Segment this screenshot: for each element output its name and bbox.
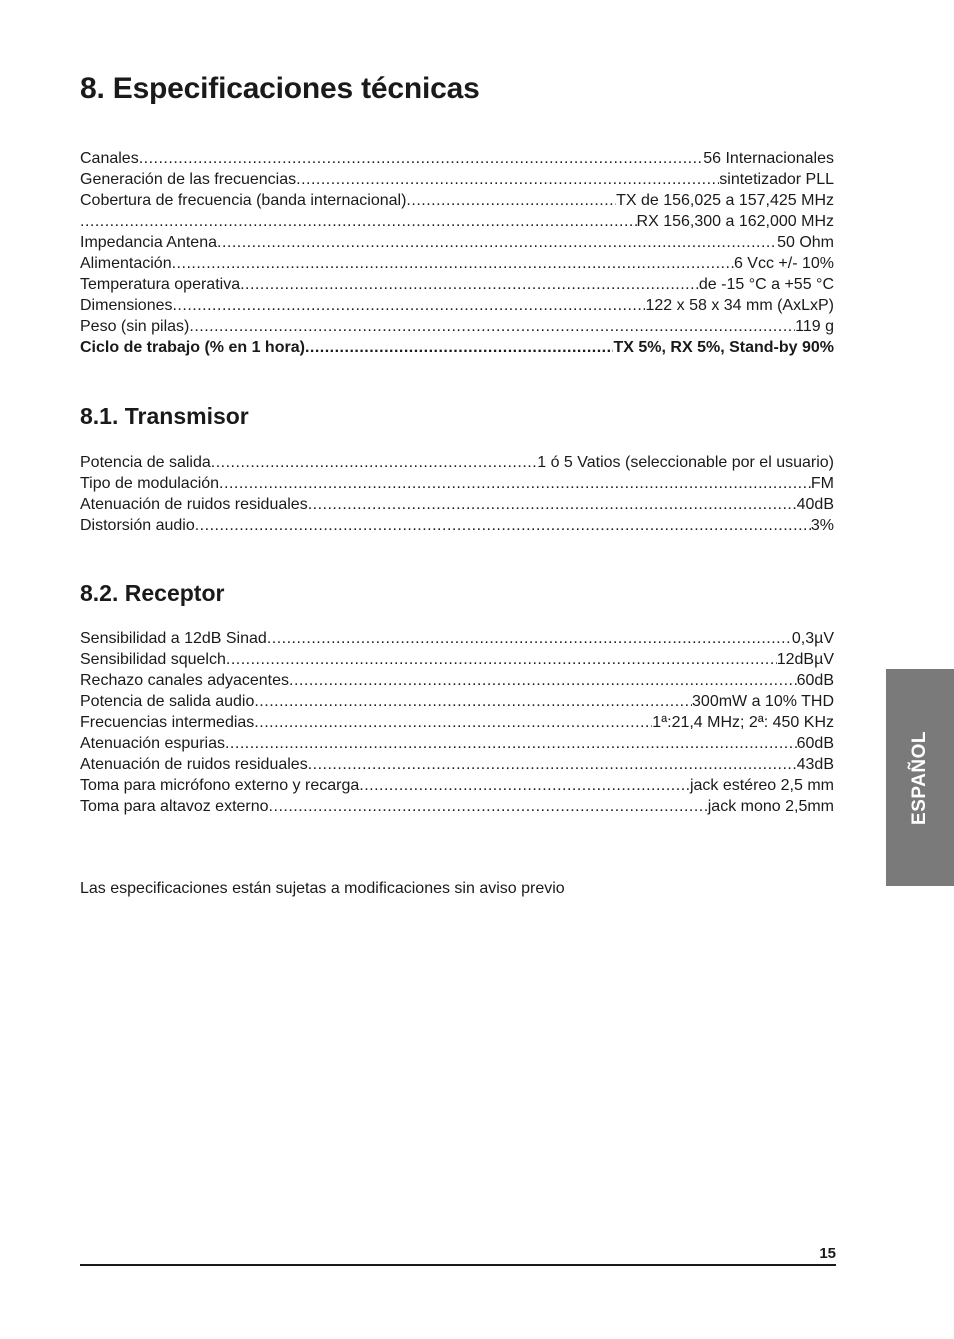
spec-label: Temperatura operativa	[80, 276, 241, 293]
dot-leader	[80, 211, 637, 232]
language-tab-label: ESPAÑOL	[909, 730, 930, 825]
dot-leader	[226, 649, 777, 670]
spec-row	[80, 232, 834, 253]
spec-label: Rechazo canales adyacentes	[80, 672, 290, 689]
receiver-section-title: 8.2. Receptor	[80, 580, 225, 606]
spec-row	[80, 473, 834, 494]
dot-leader	[172, 295, 645, 316]
dot-leader	[289, 670, 797, 691]
language-tab	[886, 669, 954, 886]
spec-value: 0,3µV	[791, 630, 834, 647]
spec-value: TX de 156,025 a 157,425 MHz	[616, 192, 834, 209]
spec-label: Tipo de modulación	[80, 475, 220, 492]
spec-row	[80, 494, 834, 515]
spec-label: Alimentación	[80, 255, 172, 272]
dot-leader	[296, 169, 719, 190]
spec-value: jack mono 2,5mm	[707, 798, 834, 815]
spec-row	[80, 691, 834, 712]
spec-label: Frecuencias intermedias	[80, 714, 255, 731]
dot-leader	[267, 628, 792, 649]
spec-label: Atenuación de ruidos residuales	[80, 496, 308, 513]
spec-row	[80, 712, 834, 733]
spec-value: 50 Ohm	[777, 234, 834, 251]
spec-label: Cobertura de frecuencia (banda internacional)	[80, 192, 407, 209]
spec-row	[80, 190, 834, 211]
dot-leader	[269, 796, 708, 817]
page-title: 8. Especificaciones técnicas	[80, 72, 480, 105]
spec-label: Peso (sin pilas)	[80, 318, 190, 335]
dot-leader	[254, 712, 652, 733]
spec-value: 3%	[810, 517, 834, 534]
spec-value: 6 Vcc +/- 10%	[733, 255, 834, 272]
general-specs-list	[80, 148, 834, 358]
dot-leader	[359, 775, 690, 796]
spec-row	[80, 649, 834, 670]
spec-value: sintetizador PLL	[719, 171, 834, 188]
dot-leader	[240, 274, 699, 295]
spec-row	[80, 211, 834, 232]
spec-row	[80, 796, 834, 817]
dot-leader	[217, 232, 777, 253]
spec-value: 1 ó 5 Vatios (seleccionable por el usuario)	[537, 454, 834, 471]
spec-label: Atenuación de ruidos residuales	[80, 756, 308, 773]
spec-row	[80, 274, 834, 295]
spec-label: Dimensiones	[80, 297, 173, 314]
dot-leader	[172, 253, 734, 274]
spec-label: Generación de las frecuencias	[80, 171, 297, 188]
spec-label: Atenuación espurias	[80, 735, 225, 752]
spec-row	[80, 628, 834, 649]
spec-value: 119 g	[795, 318, 834, 335]
spec-value: 40dB	[796, 496, 834, 513]
spec-row	[80, 775, 834, 796]
spec-value: 1ª:21,4 MHz; 2ª: 450 KHz	[652, 714, 834, 731]
dot-leader	[406, 190, 616, 211]
spec-label: Potencia de salida audio	[80, 693, 255, 710]
spec-row	[80, 515, 834, 536]
spec-value: jack estéreo 2,5 mm	[689, 777, 834, 794]
spec-label: Sensibilidad a 12dB Sinad	[80, 630, 267, 647]
spec-row	[80, 316, 834, 337]
spec-label: Sensibilidad squelch	[80, 651, 226, 668]
dot-leader	[189, 316, 795, 337]
spec-row	[80, 148, 834, 169]
spec-value: 56 Internacionales	[703, 150, 834, 167]
dot-leader	[195, 515, 811, 536]
spec-value: TX 5%, RX 5%, Stand-by 90%	[613, 339, 834, 356]
spec-value: 122 x 58 x 34 mm (AxLxP)	[645, 297, 834, 314]
transmitter-specs-list	[80, 452, 834, 536]
spec-value: 60dB	[796, 672, 834, 689]
spec-value: 43dB	[796, 756, 834, 773]
page-number: 15	[819, 1245, 836, 1262]
spec-row	[80, 253, 834, 274]
spec-value: 300mW a 10% THD	[692, 693, 834, 710]
dot-leader	[225, 733, 797, 754]
spec-row	[80, 733, 834, 754]
spec-row	[80, 670, 834, 691]
spec-label: Ciclo de trabajo (% en 1 hora)	[80, 339, 305, 356]
dot-leader	[139, 148, 704, 169]
spec-row	[80, 295, 834, 316]
dot-leader	[305, 337, 614, 358]
spec-row	[80, 169, 834, 190]
spec-value: 60dB	[796, 735, 834, 752]
transmitter-section-title: 8.1. Transmisor	[80, 403, 249, 429]
receiver-specs-list	[80, 628, 834, 817]
dot-leader	[308, 494, 797, 515]
spec-label: Canales	[80, 150, 139, 167]
footer-rule	[80, 1264, 836, 1266]
spec-row	[80, 452, 834, 473]
spec-value: FM	[810, 475, 834, 492]
spec-label: Toma para micrófono externo y recarga	[80, 777, 360, 794]
spec-label: Toma para altavoz externo	[80, 798, 269, 815]
spec-value: 12dBµV	[776, 651, 834, 668]
spec-row	[80, 337, 834, 358]
dot-leader	[254, 691, 692, 712]
spec-label: Potencia de salida	[80, 454, 211, 471]
dot-leader	[219, 473, 811, 494]
dot-leader	[308, 754, 797, 775]
spec-value: de -15 °C a +55 °C	[698, 276, 834, 293]
spec-row	[80, 754, 834, 775]
spec-value: RX 156,300 a 162,000 MHz	[636, 213, 834, 230]
disclaimer-note: Las especificaciones están sujetas a modificaciones sin aviso previo	[80, 880, 565, 897]
spec-label: Distorsión audio	[80, 517, 195, 534]
spec-label: Impedancia Antena	[80, 234, 217, 251]
dot-leader	[211, 452, 537, 473]
